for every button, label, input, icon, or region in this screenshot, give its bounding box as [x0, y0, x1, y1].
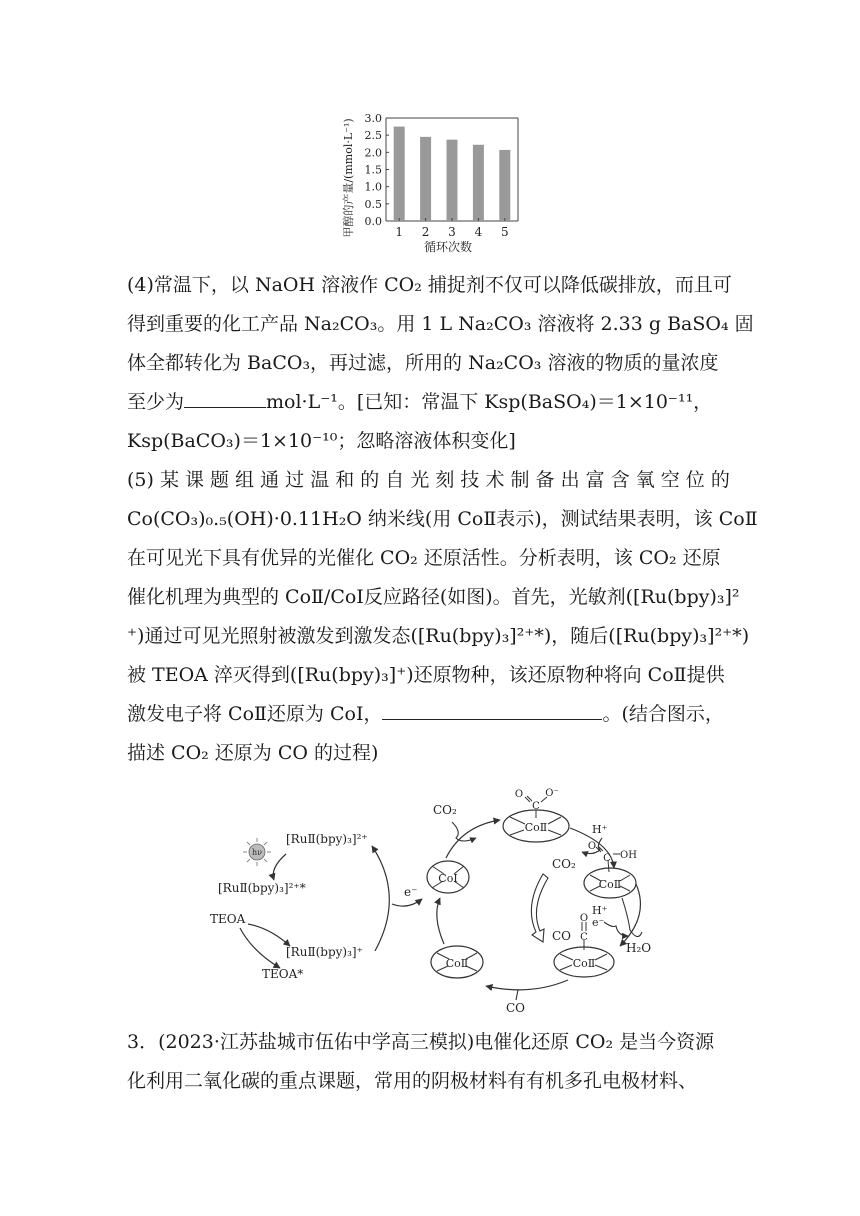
- co-ii-acid-label: CoⅡ: [598, 878, 622, 891]
- co-ii-carboxylic-acid-complex: [584, 841, 637, 898]
- y-tick-label: 1.5: [364, 163, 382, 177]
- q3-line-1: 3．(2023·江苏盐城市伍佑中学高三模拟)电催化还原 CO₂ 是当今资源: [127, 1031, 715, 1053]
- carbonyl-c: C: [580, 932, 588, 943]
- q4-line-2: 得到重要的化工产品 Na₂CO₃。用 1 L Na₂CO₃ 溶液将 2.33 g BaSO₄ 固: [127, 313, 754, 335]
- q5-line-7: [127, 695, 737, 734]
- question-4: [127, 266, 754, 461]
- teoa-label: TEOA: [210, 912, 246, 926]
- co2-reduction-mechanism-diagram: [200, 786, 700, 1018]
- x-tick-label: 2: [421, 225, 430, 239]
- y-tick-label: 3.0: [364, 112, 382, 125]
- ru-reduced-state: [RuⅡ(bpy)₃]⁺: [286, 945, 363, 959]
- co-ii-top-label: CoⅡ: [524, 821, 548, 834]
- y-tick-label: 2.0: [364, 146, 382, 160]
- h-plus-mid: H⁺: [592, 904, 608, 917]
- co-ii-left-label: CoⅡ: [445, 957, 469, 970]
- bar-cycle-4: [473, 145, 484, 221]
- q4-line-4: [127, 383, 737, 422]
- y-tick-label: 0.5: [364, 197, 382, 211]
- ru-excited-state: [RuⅡ(bpy)₃]²⁺*: [218, 881, 306, 895]
- q5-line-4: 催化机理为典型的 CoⅡ/CoⅠ反应路径(如图)。首先，光敏剂([Ru(bpy)₃]²: [127, 586, 740, 608]
- ru-regeneration-arrow: [372, 846, 389, 951]
- h-plus-top: H⁺: [592, 823, 608, 836]
- acid-oh: OH: [620, 850, 637, 861]
- light-sun-icon: [243, 838, 271, 866]
- chart-y-ticks: [365, 112, 390, 228]
- co-bottom-label: CO: [506, 1001, 526, 1015]
- teoa-star-label: TEOA*: [262, 967, 304, 981]
- co-ii-left-complex: [431, 946, 483, 978]
- q5-line-5: ⁺)通过可见光照射被激发到激发态([Ru(bpy)₃]²⁺*)，随后([Ru(bpy)₃]²⁺*): [127, 625, 750, 647]
- q4-line-4-suffix: mol·L⁻¹。[已知：常温下 Ksp(BaSO₄)＝1×10⁻¹¹，: [266, 391, 713, 413]
- q4-line-4-prefix: 至少为: [127, 391, 185, 413]
- electron-transfer-arrow: [392, 899, 422, 906]
- co-ii-carbonyl-label: CoⅡ: [572, 957, 596, 970]
- q5-line-6: 被 TEOA 淬灭得到([Ru(bpy)₃]⁺)还原物种，该还原物种将向 CoⅡ提供: [127, 664, 725, 686]
- protonation-arrow-mid: [604, 922, 628, 936]
- q5-line-1: (5) 某 课 题 组 通 过 温 和 的 自 光 刻 技 术 制 备 出 富 含 氧 空 位 的: [127, 469, 730, 491]
- q4-line-5: Ksp(BaCO₃)＝1×10⁻¹⁰；忽略溶液体积变化]: [127, 430, 516, 452]
- y-tick-label: 0.0: [364, 215, 382, 228]
- bar-cycle-2: [420, 137, 431, 221]
- quench-arrow: [248, 924, 290, 946]
- co2-input-mid: CO₂: [552, 857, 576, 871]
- q5-line-7-prefix: 激发电子将 CoⅡ还原为 CoⅠ，: [127, 703, 383, 725]
- carboxylate-o: O: [514, 789, 524, 800]
- co2-input-left: CO₂: [433, 803, 457, 817]
- light-hv-label: hν: [251, 848, 263, 857]
- excitation-arrow: [273, 854, 286, 880]
- bar-cycle-1: [394, 127, 405, 221]
- question-5: [127, 461, 758, 773]
- acid-c: C: [603, 853, 611, 864]
- co2-addition-arrow: [452, 822, 476, 841]
- bar-cycle-5: [499, 150, 510, 221]
- methanol-yield-bar-chart: [338, 100, 528, 260]
- electron-transfer-label: e⁻: [404, 885, 418, 899]
- q4-line-3: 体全都转化为 BaCO₃，再过滤，所用的 Na₂CO₃ 溶液的物质的量浓度: [127, 352, 719, 374]
- cycle-arrow-left: [437, 898, 444, 944]
- x-tick-label: 4: [474, 225, 483, 239]
- co-release-line: [516, 990, 518, 1000]
- question-3: [127, 1023, 737, 1101]
- q5-line-2: Co(CO₃)₀.₅(OH)·0.11H₂O 纳米线(用 CoⅡ表示)，测试结果表明，该 CoⅡ: [127, 508, 758, 530]
- y-tick-label: 1.0: [364, 180, 382, 194]
- co-mid-label: CO: [552, 929, 572, 943]
- answer-blank-mechanism[interactable]: [382, 697, 602, 720]
- co-i-label: CoⅠ: [438, 872, 458, 885]
- co-ii-carboxylate-complex: [503, 788, 569, 842]
- cycle-arrow-bottom: [486, 980, 568, 990]
- h2o-label: H₂O: [626, 941, 652, 955]
- q5-line-3: 在可见光下具有优异的光催化 CO₂ 还原活性。分析表明，该 CO₂ 还原: [127, 547, 721, 569]
- x-tick-label: 1: [395, 225, 404, 239]
- co2-to-co-hollow-arrow: [531, 874, 548, 942]
- carboxylate-c: C: [532, 801, 540, 812]
- y-tick-label: 2.5: [364, 129, 382, 143]
- answer-blank-concentration[interactable]: [184, 385, 266, 408]
- chart-y-axis-label: 甲醇的产量/(mmol·L⁻¹): [342, 118, 355, 238]
- bar-cycle-3: [447, 140, 458, 221]
- q5-line-7-suffix: 。(结合图示，: [602, 703, 724, 725]
- x-tick-label: 5: [500, 225, 509, 239]
- q3-line-2: 化利用二氧化碳的重点课题，常用的阴极材料有有机多孔电极材料、: [127, 1070, 698, 1092]
- x-tick-label: 3: [448, 225, 456, 239]
- e-mid: e⁻: [592, 916, 605, 929]
- q5-line-8: 描述 CO₂ 还原为 CO 的过程): [127, 742, 379, 764]
- chart-bars: [394, 127, 511, 221]
- acid-o: O: [587, 841, 597, 852]
- chart-x-axis-label: 循环次数: [423, 240, 473, 254]
- carboxylate-o-minus: O⁻: [545, 788, 559, 799]
- carbonyl-o: O: [579, 913, 589, 924]
- ru-ground-state: [RuⅡ(bpy)₃]²⁺: [286, 832, 368, 846]
- q4-line-1: (4)常温下，以 NaOH 溶液作 CO₂ 捕捉剂不仅可以降低碳排放，而且可: [127, 274, 732, 296]
- co-i-complex: [427, 861, 469, 893]
